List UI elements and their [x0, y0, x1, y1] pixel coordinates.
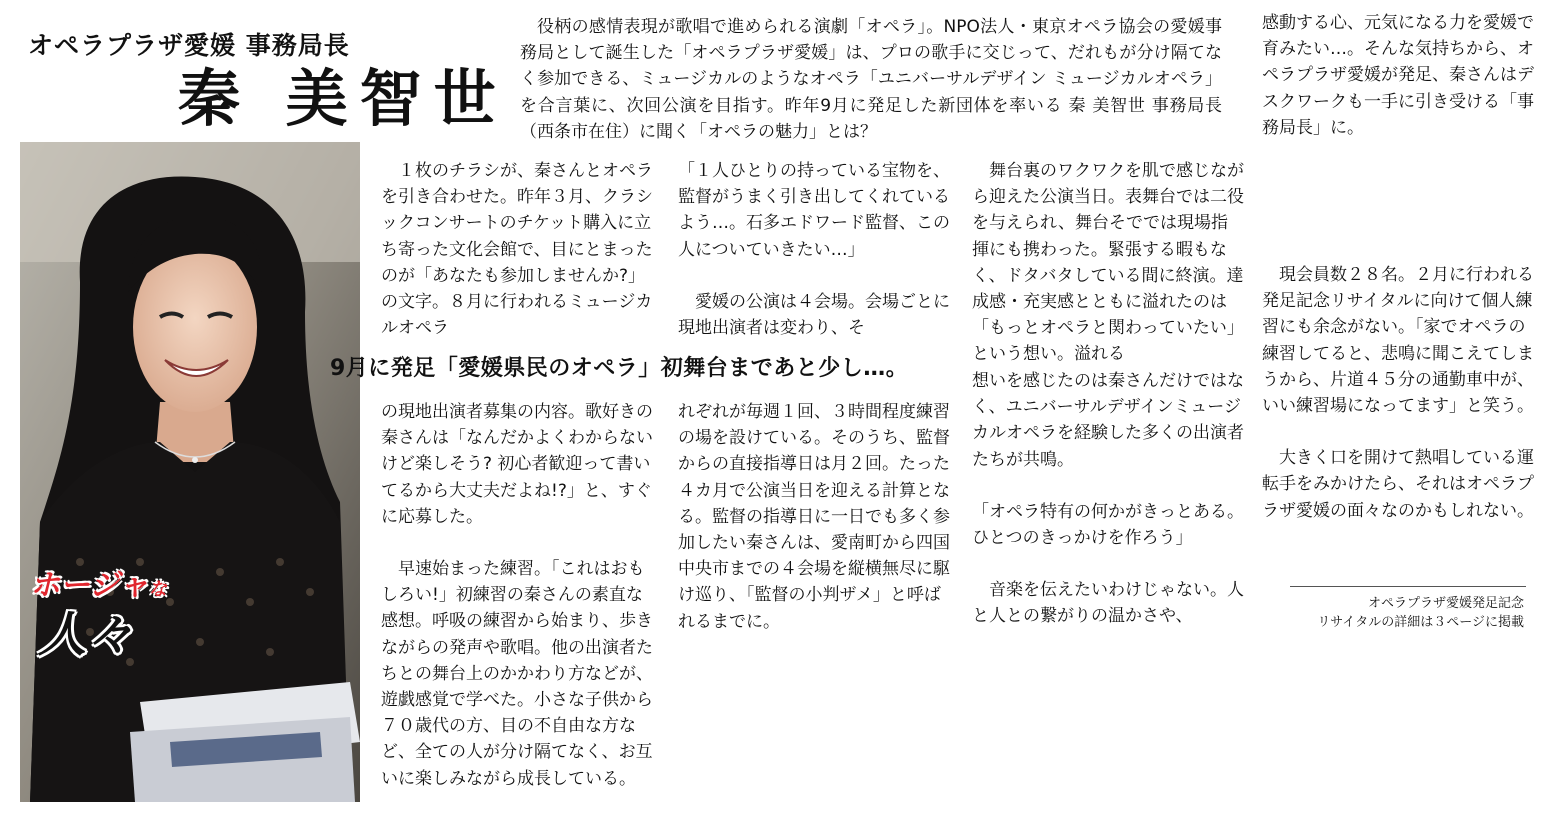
event-note [1262, 594, 1524, 632]
right-lead-text: 感動する心、元気になる力を愛媛で育みたい…。そんな気持ちから、オペラプラザ愛媛が発足、秦さんはデスクワークも一手に引き受ける「事務局長」に。 [1262, 13, 1534, 138]
note-line-1: オペラプラザ愛媛発足記念 [1367, 596, 1524, 611]
portrait-illustration [20, 142, 360, 802]
quote: 「オペラ特有の何かがきっとある。ひとつのきっかけを作ろう」 [972, 501, 1244, 549]
column-2-top [678, 158, 950, 341]
header-name: 秦 美智世 [178, 62, 508, 135]
badge-bottom-text: 人々 [38, 607, 135, 663]
paragraph: 愛媛の公演は４会場。会場ごとに現地出演者は変わり、そ [678, 291, 950, 339]
paragraph: 舞台裏のワクワクを肌で感じながら迎えた公演当日。表舞台では二役を与えられ、舞台そででは現場指揮にも携わった。緊張する暇もなく、ドタバタしている間に終演。達成感・充実感とともに溢れたのは「もっとオペラと関わっていたい」という想い。溢れる [972, 161, 1244, 365]
column-1-top [381, 158, 653, 341]
paragraph: 音楽を伝えたいわけじゃない。人と人との繋がりの温かさや、 [972, 580, 1244, 627]
paragraph: の現地出演者募集の内容。歌好きの秦さんは「なんだかよくわからないけど楽しそう? 初心者歓迎って書いてるから大丈夫だよね!?」と、すぐに応募した。 [381, 402, 653, 527]
paragraph: 大きく口を開けて熱唱している運転手をみかけたら、それはオペラプラザ愛媛の面々なのかもしれない。 [1262, 448, 1534, 521]
paragraph: れぞれが毎週１回、３時間程度練習の場を設けている。そのうち、監督からの直接指導日は月２回。たった４カ月で公演当日を迎える計算となる。監督の指導日に一日でも多く参加したい秦さんは、愛南町から四国中央市までの４会場を縦横無尽に駆け巡り、「監督の小判ザメ」と呼ばれるまでに。 [678, 402, 950, 632]
quote: 「１人ひとりの持っている宝物を、監督がうまく引き出してくれているよう…。石多エドワード監督、この人についていきたい…」 [678, 161, 950, 260]
column-3-bottom [972, 368, 1244, 630]
note-divider [1290, 586, 1526, 587]
lead-text: 役柄の感情表現が歌唱で進められる演劇「オペラ」。NPO法人・東京オペラ協会の愛媛事務局として誕生した「オペラプラザ愛媛」は、プロの歌手に交じって、だれもが分け隔てなく参加できる、ミュージカルのようなオペラ「ユニバーサルデザイン ミュージカルオペラ」を合言葉に、次回公演を目指す。昨年9月に発足した新団体を率いる 秦 美智世 事務局長（西条市在住）に聞く「オペラの魅力」とは？ [520, 17, 1222, 142]
column-1-bottom [381, 399, 653, 792]
deck-headline: 9月に発足「愛媛県民のオペラ」初舞台まであと少し…。 [330, 356, 909, 381]
badge-top-word: ホージャ [30, 568, 149, 603]
column-2-bottom [678, 399, 950, 635]
header-role: オペラプラザ愛媛 事務局長 [28, 31, 350, 60]
paragraph: １枚のチラシが、秦さんとオペラを引き合わせた。昨年３月、クラシックコンサートのチケット購入に立ち寄った文化会館で、目にとまったのが「あなたも参加しませんか?」の文字。８月に行われるミュージカルオペラ [381, 161, 653, 339]
badge-small-text: な [148, 579, 167, 600]
column-3-top [972, 158, 1244, 368]
portrait-photo [20, 142, 360, 802]
lead-paragraph [520, 14, 1222, 145]
paragraph: 早速始まった練習。「これはおもしろい!」初練習の秦さんの素直な感想。呼吸の練習から始まり、歩きながらの発声や歌唱。他の出演者たちとの舞台上のかかわり方などが、遊戯感覚で学べた。小さな子供から７０歳代の方、目の不自由な方など、全ての人が分け隔てなく、お互いに楽しみながら成長している。 [381, 559, 653, 789]
paragraph: 想いを感じたのは秦さんだけではなく、ユニバーサルデザインミュージカルオペラを経験した多くの出演者たちが共鳴。 [972, 371, 1244, 470]
paragraph: 現会員数２８名。２月に行われる発足記念リサイタルに向けて個人練習にも余念がない。「家でオペラの練習してると、悲鳴に聞こえてしまうから、片道４５分の通勤車中が、いい練習場になってます」と笑う。 [1262, 265, 1534, 417]
series-badge [30, 560, 167, 665]
note-line-2: リサイタルの詳細は３ページに掲載 [1317, 615, 1524, 630]
column-4 [1262, 262, 1536, 524]
right-lead [1262, 10, 1536, 141]
